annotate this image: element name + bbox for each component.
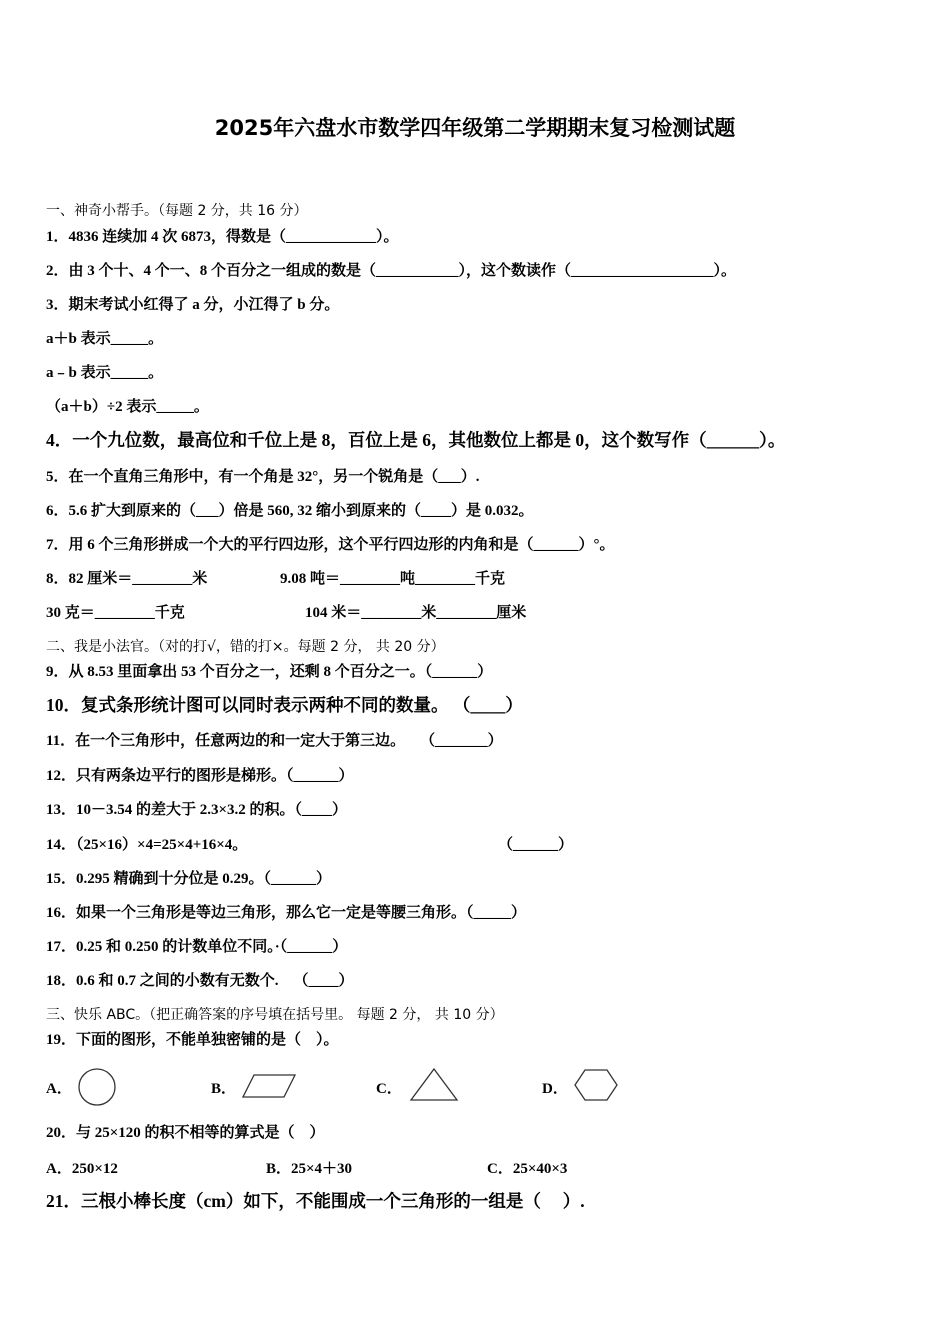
question-8a: 8．82 厘米＝________米 (46, 571, 208, 587)
question-14-blank: （______） (498, 837, 574, 853)
option-c: C．25×40×3 (487, 1161, 568, 1177)
option-a-label: A． (46, 1081, 72, 1097)
option-c-label: C． (376, 1081, 402, 1097)
question-17: 17．0.25 和 0.250 的计数单位不同。·（______） (46, 939, 348, 955)
question-7: 7．用 6 个三角形拼成一个大的平行四边形，这个平行四边形的内角和是（______）°。 (46, 537, 615, 553)
question-18: 18．0.6 和 0.7 之间的小数有无数个. （____） (46, 973, 354, 989)
question-20: 20．与 25×120 的积不相等的算式是（ ） (46, 1125, 325, 1141)
section-heading-3: 三、快乐 ABC。（把正确答案的序号填在括号里。 每题 2 分， 共 10 分） (46, 1007, 504, 1023)
question-8c: 30 克＝________千克 (46, 605, 185, 621)
question-16: 16．如果一个三角形是等边三角形，那么它一定是等腰三角形。（_____） (46, 905, 527, 921)
question-3a: a＋b 表示_____。 (46, 331, 164, 347)
section-heading-2: 二、我是小法官。（对的打√，错的打×。每题 2 分， 共 20 分） (46, 639, 445, 655)
parallelogram-shape-icon (240, 1072, 298, 1100)
option-b: B．25×4＋30 (266, 1161, 353, 1177)
question-19: 19．下面的图形，不能单独密铺的是（ ）。 (46, 1032, 339, 1048)
page-title: 2025年六盘水市数学四年级第二学期期末复习检测试题 (214, 116, 736, 140)
option-d-label: D． (542, 1081, 568, 1097)
question-8b: 9.08 吨＝________吨________千克 (280, 571, 506, 587)
question-21: 21．三根小棒长度（cm）如下，不能围成一个三角形的一组是（ ）. (46, 1191, 585, 1211)
question-3b: a﹣b 表示_____。 (46, 365, 164, 381)
question-3c: （a＋b）÷2 表示_____。 (46, 399, 209, 415)
hexagon-shape-icon (573, 1068, 619, 1102)
question-13: 13．10－3.54 的差大于 2.3×3.2 的积。（____） (46, 802, 348, 818)
option-a: A．250×12 (46, 1161, 118, 1177)
option-b-label: B． (211, 1081, 237, 1097)
section-heading-1: 一、神奇小帮手。（每题 2 分，共 16 分） (46, 203, 308, 219)
circle-shape-icon (76, 1066, 118, 1108)
question-15: 15．0.295 精确到十分位是 0.29。（______） (46, 871, 332, 887)
question-1: 1．4836 连续加 4 次 6873，得数是（____________）。 (46, 229, 399, 245)
question-3: 3．期末考试小红得了 a 分，小江得了 b 分。 (46, 297, 340, 313)
triangle-shape-icon (408, 1066, 460, 1104)
question-4: 4．一个九位数，最高位和千位上是 8，百位上是 6，其他数位上都是 0，这个数写作（______）。 (46, 430, 786, 450)
question-10: 10．复式条形统计图可以同时表示两种不同的数量。 （____） (46, 695, 523, 715)
question-8d: 104 米＝________米________厘米 (305, 605, 527, 621)
question-11: 11．在一个三角形中，任意两边的和一定大于第三边。 （_______） (46, 733, 503, 749)
question-9: 9．从 8.53 里面拿出 53 个百分之一，还剩 8 个百分之一。（______） (46, 664, 493, 680)
question-5: 5．在一个直角三角形中，有一个角是 32°，另一个锐角是（___）. (46, 469, 480, 485)
question-12: 12．只有两条边平行的图形是梯形。（______） (46, 768, 354, 784)
question-2: 2．由 3 个十、4 个一、8 个百分之一组成的数是（___________），这个数读作（___________________）。 (46, 263, 737, 279)
question-14: 14．（25×16）×4=25×4+16×4。 (46, 837, 248, 853)
question-6: 6．5.6 扩大到原来的（___）倍是 560, 32 缩小到原来的（____）是 0.032。 (46, 503, 534, 519)
